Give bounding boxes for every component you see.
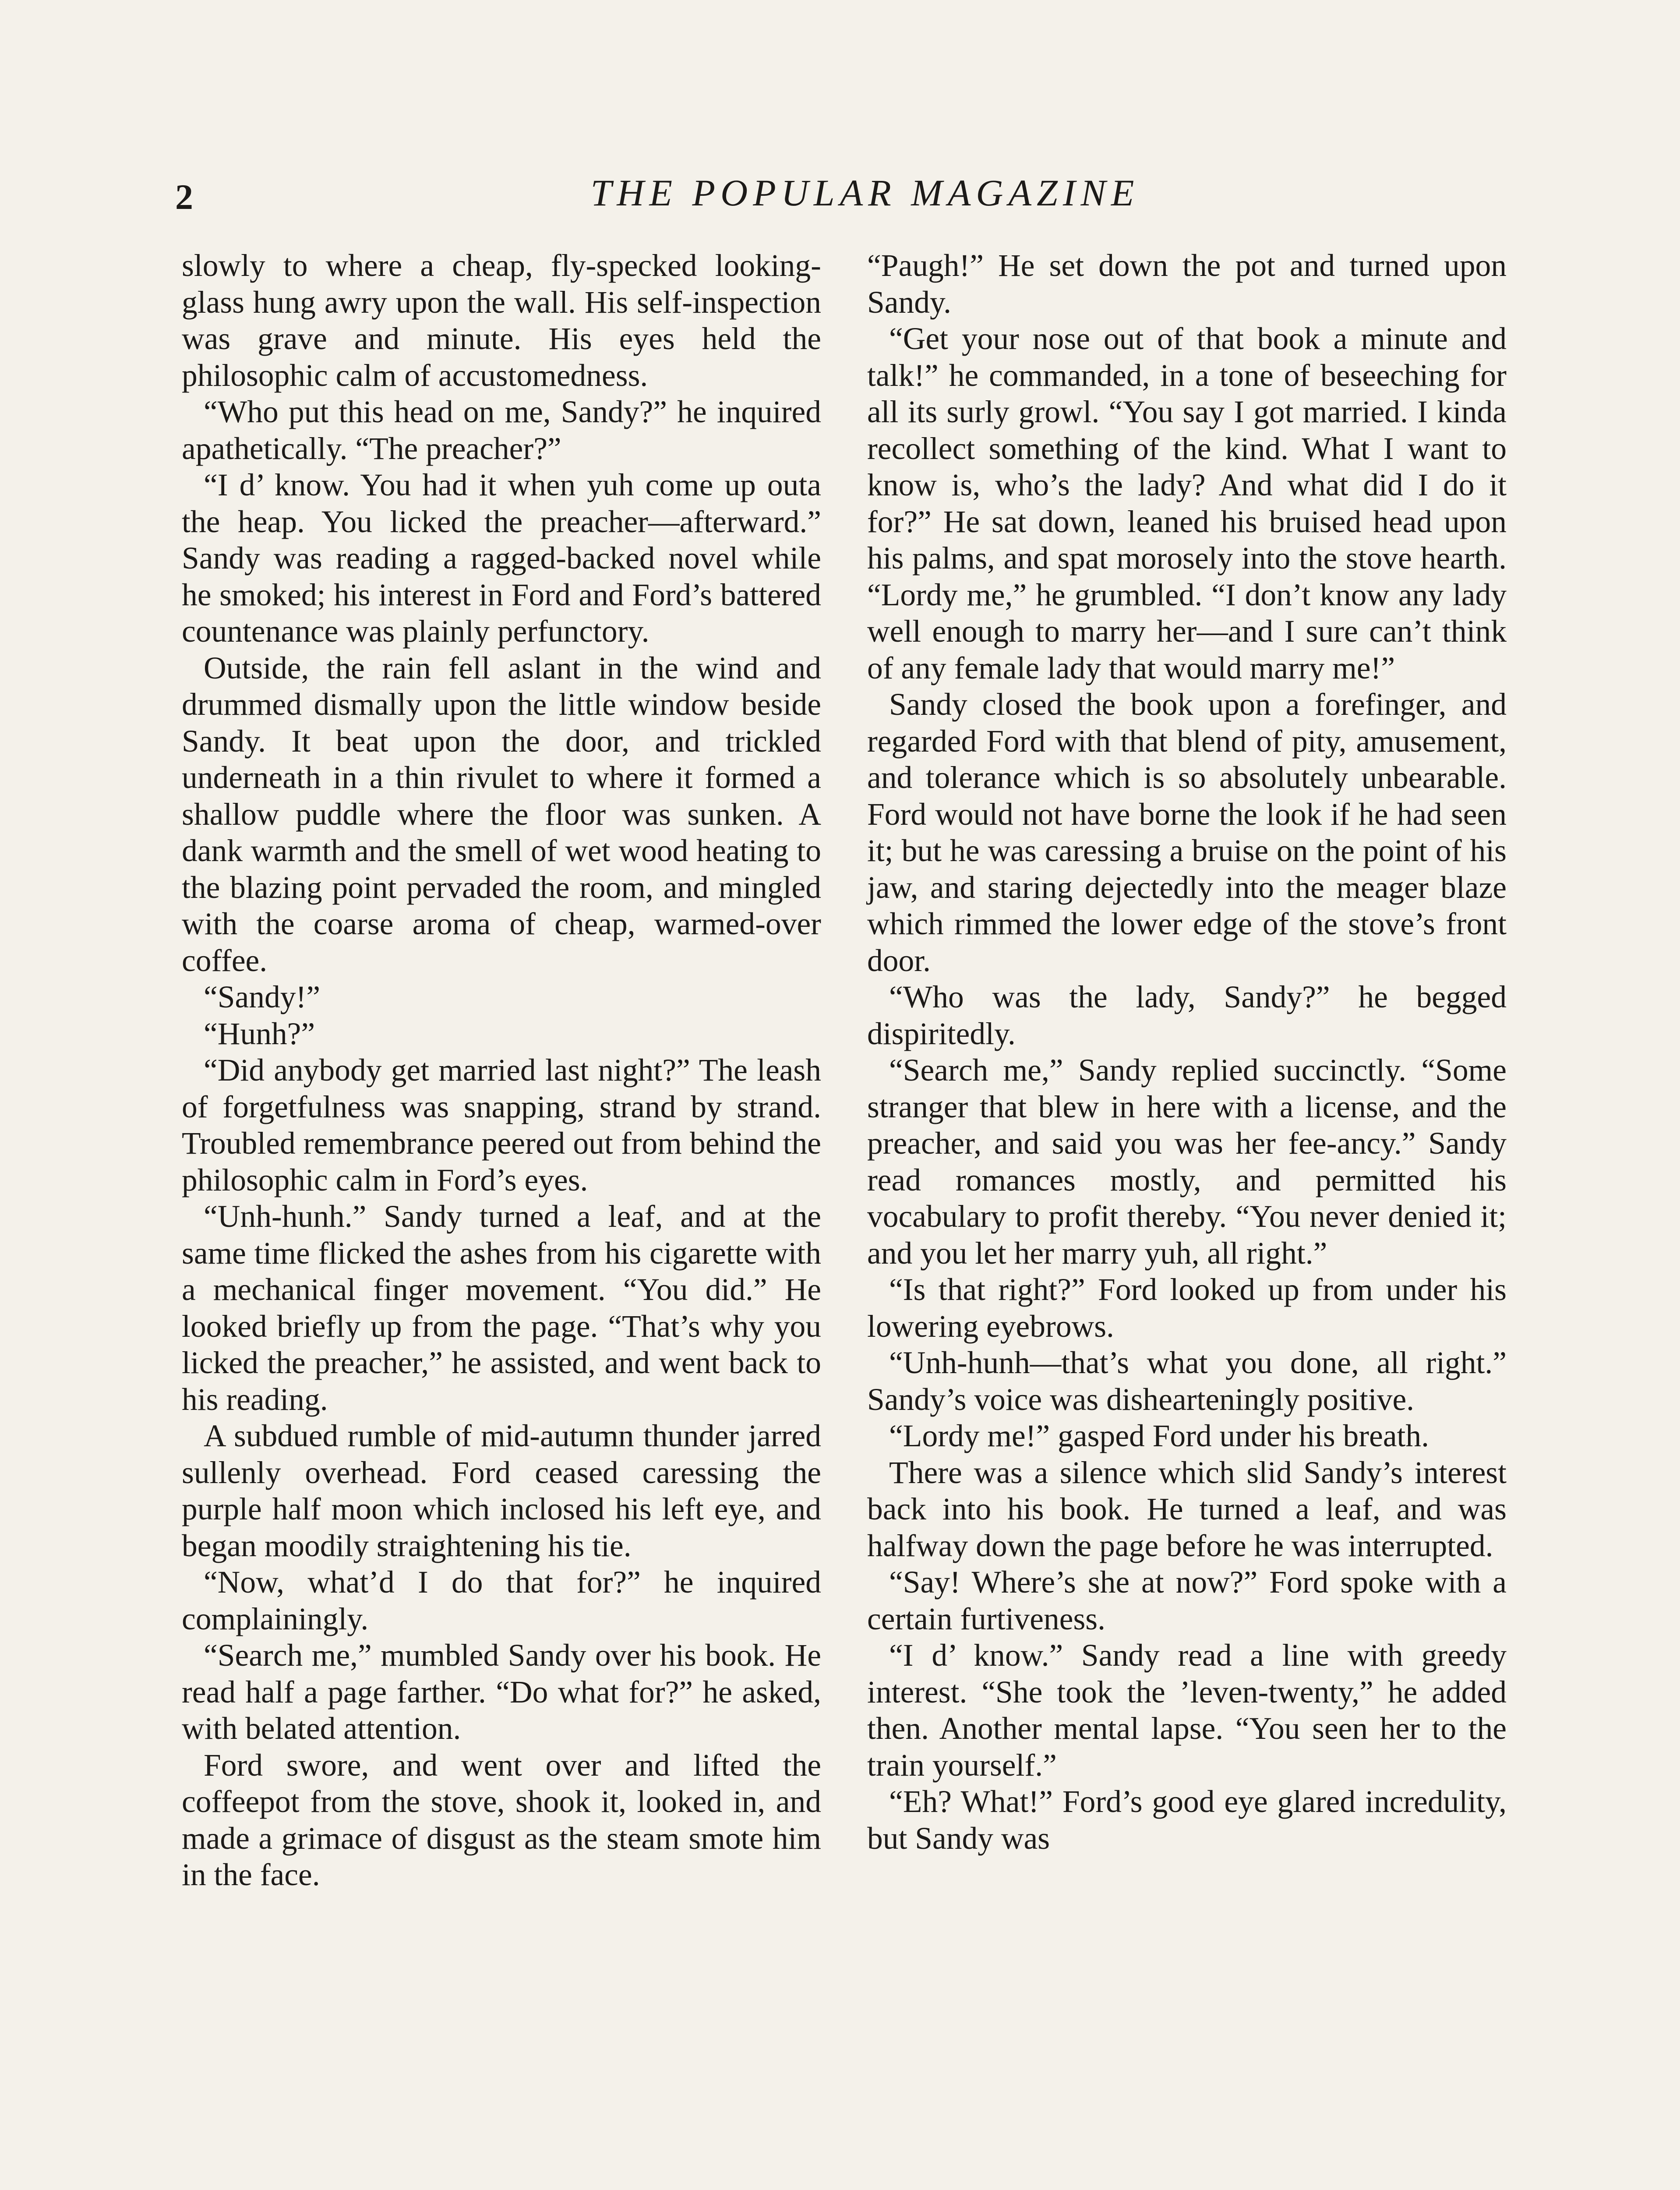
- paragraph: “Who was the lady, Sandy?” he begged dispiritedly.: [867, 980, 1507, 1051]
- paragraph: Sandy closed the book upon a forefinger, and regarded Ford with that blend of pity, amusement, and tolerance which is so absolutely unbearable. Ford would not have borne the look if he had seen it; but he was caressing a bruise on the point of his jaw, and staring dejectedly into the meager blaze which rimmed the lower edge of the stove’s front door.: [867, 687, 1507, 978]
- paragraph: “Search me,” mumbled Sandy over his book. He read half a page farther. “Do what for?” he asked, with belated attention.: [182, 1638, 821, 1746]
- paragraph: Outside, the rain fell aslant in the wind and drummed dismally upon the little window beside Sandy. It beat upon the door, and trickled underneath in a thin rivulet to where it formed a shallow puddle where the floor was sunken. A dank warmth and the smell of wet wood heating to the blazing point pervaded the room, and mingled with the coarse aroma of cheap, warmed-over coffee.: [182, 650, 821, 978]
- paragraph: “Lordy me!” gasped Ford under his breath.: [889, 1419, 1429, 1453]
- paragraph: “Is that right?” Ford looked up from under his lowering eyebrows.: [867, 1272, 1507, 1344]
- paragraph: Ford swore, and went over and lifted the coffeepot from the stove, shook it, looked in, and made a grimace of disgust as the steam smote him in the face.: [182, 1748, 821, 1892]
- paragraph: “Hunh?”: [204, 1016, 315, 1051]
- paragraph: “Get your nose out of that book a minute and talk!” he commanded, in a tone of beseeching for all its surly growl. “You say I got married. I kinda recollect something of the kind. What I want to know is, who’s the lady? And what did I do it for?” He sat down, leaned his bruised head upon his palms, and spat morosely into the stove hearth. “Lordy me,” he grumbled. “I don’t know any lady well enough to marry her—and I sure can’t think of any female lady that would marry me!”: [867, 321, 1507, 685]
- paragraph: “Search me,” Sandy replied succinctly. “Some stranger that blew in here with a license, and the preacher, and said you was her fee-ancy.” Sandy read romances mostly, and permitted his vocabulary to profit thereby. “You never denied it; and you let her marry yuh, all right.”: [867, 1053, 1507, 1271]
- paragraph: “Did anybody get married last night?” The leash of forgetfulness was snapping, strand by strand. Troubled remembrance peered out from behind the philosophic calm in Ford’s eyes.: [182, 1053, 821, 1197]
- paragraph: There was a silence which slid Sandy’s interest back into his book. He turned a leaf, and was halfway down the page before he was interrupted.: [867, 1455, 1507, 1563]
- paragraph: “Eh? What!” Ford’s good eye glared incredulity, but Sandy was: [867, 1784, 1507, 1856]
- paragraph: “I d’ know. You had it when yuh come up outa the heap. You licked the preacher—afterward.” Sandy was reading a ragged-backed novel while he smoked; his interest in Ford and Ford’s battered countenance was plainly perfunctory.: [182, 468, 821, 649]
- paragraph: slowly to where a cheap, fly-specked looking-glass hung awry upon the wall. His self-inspection was grave and minute. His eyes held the philosophic calm of accustomedness.: [182, 248, 821, 393]
- right-column: [867, 247, 1507, 1857]
- paragraph: “Unh-hunh—that’s what you done, all right.” Sandy’s voice was dishearteningly positive.: [867, 1346, 1507, 1417]
- left-column: [182, 247, 821, 1893]
- paragraph: “Now, what’d I do that for?” he inquired complainingly.: [182, 1565, 821, 1636]
- paragraph: “Sandy!”: [204, 980, 321, 1014]
- page-number: 2: [175, 177, 193, 217]
- paragraph: “Unh-hunh.” Sandy turned a leaf, and at the same time flicked the ashes from his cigarette with a mechanical finger movement. “You did.” He looked briefly up from the page. “That’s why you licked the preacher,” he assisted, and went back to his reading.: [182, 1199, 821, 1417]
- paragraph: “I d’ know.” Sandy read a line with greedy interest. “She took the ’leven-twenty,” he added then. Another mental lapse. “You seen her to the train yourself.”: [867, 1638, 1507, 1783]
- paragraph: A subdued rumble of mid-autumn thunder jarred sullenly overhead. Ford ceased caressing the purple half moon which inclosed his left eye, and began moodily straightening his tie.: [182, 1419, 821, 1563]
- paragraph: “Paugh!” He set down the pot and turned upon Sandy.: [867, 248, 1507, 320]
- paragraph: “Who put this head on me, Sandy?” he inquired apathetically. “The preacher?”: [182, 395, 821, 466]
- running-title: THE POPULAR MAGAZINE: [590, 172, 1140, 214]
- paragraph: “Say! Where’s she at now?” Ford spoke with a certain furtiveness.: [867, 1565, 1507, 1636]
